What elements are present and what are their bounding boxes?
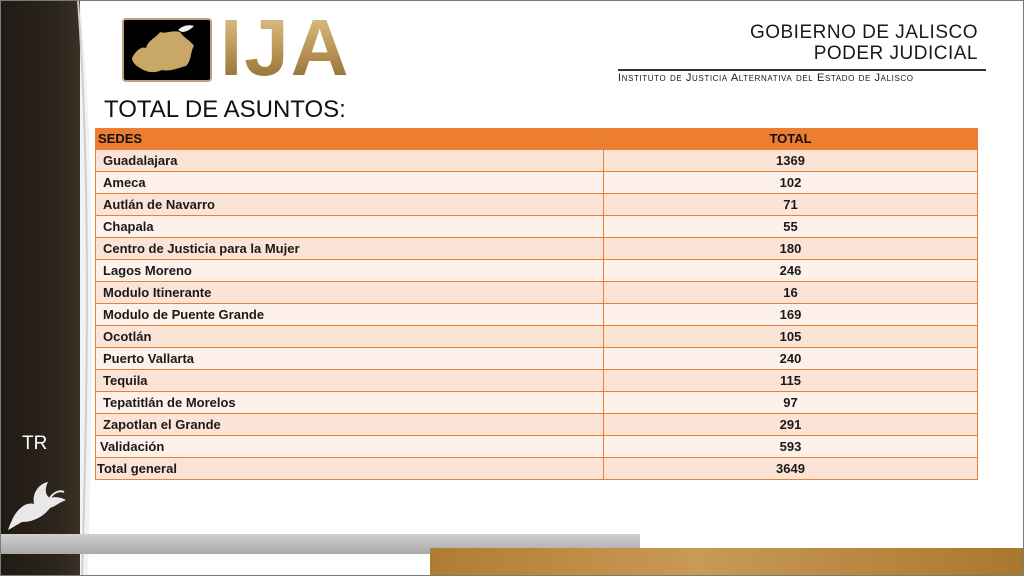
bottom-gold-band — [430, 548, 1024, 576]
total-cell: 71 — [604, 194, 978, 216]
total-cell: 593 — [604, 436, 978, 458]
table-row-total-general — [96, 458, 978, 480]
sede-cell: Ocotlán — [96, 326, 604, 348]
total-cell: 3649 — [604, 458, 978, 480]
jalisco-map-icon — [124, 20, 210, 80]
table-row — [96, 370, 978, 392]
table-row — [96, 436, 978, 458]
total-cell: 180 — [604, 238, 978, 260]
sede-cell: Lagos Moreno — [96, 260, 604, 282]
table-row — [96, 414, 978, 436]
sede-cell: Zapotlan el Grande — [96, 414, 604, 436]
judicial-power-title: PODER JUDICIAL — [813, 43, 978, 64]
total-cell: 16 — [604, 282, 978, 304]
sede-cell: Modulo de Puente Grande — [96, 304, 604, 326]
sede-cell: Guadalajara — [96, 150, 604, 172]
column-header-total: TOTAL — [604, 129, 978, 150]
table-row — [96, 282, 978, 304]
total-cell: 291 — [604, 414, 978, 436]
total-cell: 97 — [604, 392, 978, 414]
total-cell: 55 — [604, 216, 978, 238]
sede-cell: Autlán de Navarro — [96, 194, 604, 216]
total-cell: 246 — [604, 260, 978, 282]
table-row — [96, 326, 978, 348]
total-cell: 240 — [604, 348, 978, 370]
sede-cell: Centro de Justicia para la Mujer — [96, 238, 604, 260]
ija-logo-text: IJA — [220, 3, 351, 92]
table-row — [96, 194, 978, 216]
sede-cell: Tepatitlán de Morelos — [96, 392, 604, 414]
cases-table — [95, 128, 978, 480]
dove-icon — [4, 476, 68, 532]
total-cell: 169 — [604, 304, 978, 326]
table-row — [96, 150, 978, 172]
table-row — [96, 260, 978, 282]
table-header-row — [96, 129, 978, 150]
jalisco-map-logo — [122, 18, 212, 82]
sede-cell: Validación — [96, 436, 604, 458]
header-divider — [618, 69, 986, 71]
table-row — [96, 238, 978, 260]
total-cell: 105 — [604, 326, 978, 348]
table-row — [96, 392, 978, 414]
government-title: GOBIERNO DE JALISCO — [749, 22, 978, 43]
sede-cell: Tequila — [96, 370, 604, 392]
total-cell: 102 — [604, 172, 978, 194]
column-header-sedes: SEDES — [96, 129, 604, 150]
table-row — [96, 172, 978, 194]
sede-cell: Ameca — [96, 172, 604, 194]
table-row — [96, 216, 978, 238]
total-cell: 1369 — [604, 150, 978, 172]
sede-cell: Modulo Itinerante — [96, 282, 604, 304]
table-row — [96, 348, 978, 370]
table-row — [96, 304, 978, 326]
sede-cell: Total general — [96, 458, 604, 480]
tr-label: TR — [22, 433, 48, 454]
sede-cell: Puerto Vallarta — [96, 348, 604, 370]
page-title: TOTAL DE ASUNTOS: — [104, 96, 346, 123]
total-cell: 115 — [604, 370, 978, 392]
institute-name: Instituto de Justicia Alternativa del Estado de Jalisco — [618, 72, 914, 84]
sede-cell: Chapala — [96, 216, 604, 238]
